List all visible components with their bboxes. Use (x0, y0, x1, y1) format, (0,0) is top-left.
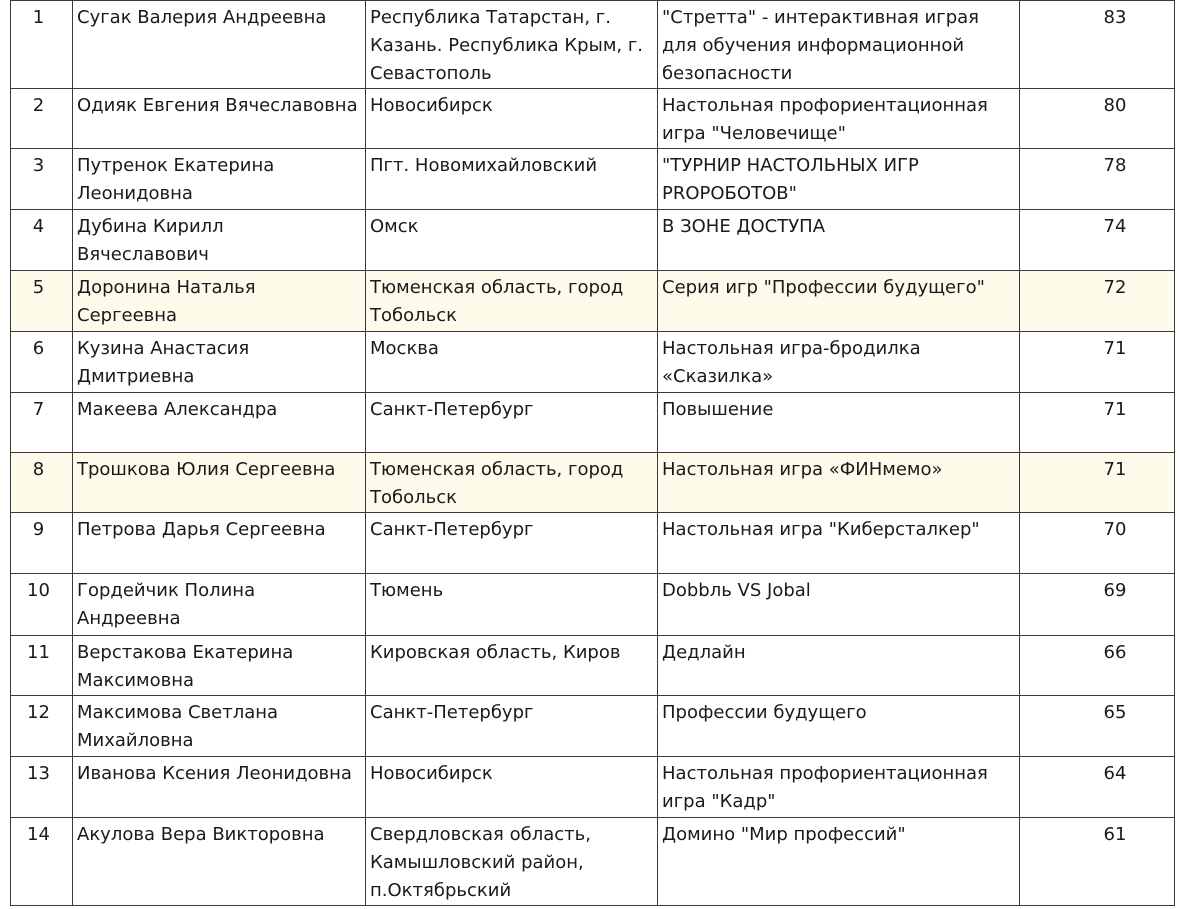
cell-location-text: Кировская область, Киров (370, 642, 621, 663)
cell-location-text: Санкт-Петербург (370, 519, 534, 540)
cell-score[interactable] (1020, 513, 1175, 574)
cell-number[interactable] (11, 149, 73, 210)
cell-score-text: 72 (1103, 277, 1127, 298)
cell-participant-name[interactable] (73, 393, 366, 453)
cell-location[interactable] (366, 89, 658, 149)
table-row (11, 393, 1175, 453)
cell-location[interactable] (366, 696, 658, 757)
cell-score-text: 80 (1103, 95, 1127, 116)
cell-location-text: Новосибирск (370, 95, 493, 116)
cell-project-title-text: "ТУРНИР НАСТОЛЬНЫХ ИГР PROРОБОТОВ" (662, 155, 919, 204)
cell-score[interactable] (1020, 818, 1175, 906)
cell-location[interactable] (366, 1, 658, 89)
cell-project-title-text: Серия игр "Профессии будущего" (662, 277, 985, 298)
cell-score-text: 78 (1103, 155, 1127, 176)
cell-project-title[interactable] (658, 393, 1020, 453)
cell-number[interactable] (11, 574, 73, 636)
cell-number[interactable] (11, 210, 73, 271)
cell-participant-name-text: Сугак Валерия Андреевна (77, 7, 327, 28)
cell-number[interactable] (11, 757, 73, 818)
cell-score-text: 61 (1103, 824, 1127, 845)
cell-location[interactable] (366, 453, 658, 513)
cell-location[interactable] (366, 513, 658, 574)
table-row (11, 271, 1175, 332)
cell-number-text: 14 (27, 824, 50, 845)
cell-project-title-text: Дедлайн (662, 642, 746, 663)
cell-score[interactable] (1020, 757, 1175, 818)
cell-location-text: Пгт. Новомихайловский (370, 155, 598, 176)
cell-score[interactable] (1020, 271, 1175, 332)
cell-participant-name[interactable] (73, 513, 366, 574)
cell-score-text: 71 (1103, 459, 1127, 480)
cell-project-title-text: Dobbль VS Jobal (662, 580, 811, 601)
cell-participant-name[interactable] (73, 636, 366, 696)
cell-location[interactable] (366, 757, 658, 818)
results-table (10, 0, 1175, 906)
cell-project-title[interactable] (658, 332, 1020, 393)
cell-project-title[interactable] (658, 513, 1020, 574)
cell-score-text: 74 (1103, 216, 1127, 237)
cell-participant-name-text: Кузина Анастасия Дмитриевна (77, 338, 250, 387)
cell-number-text: 6 (32, 338, 45, 359)
cell-score[interactable] (1020, 574, 1175, 636)
table-row (11, 513, 1175, 574)
cell-participant-name[interactable] (73, 696, 366, 757)
cell-project-title[interactable] (658, 818, 1020, 906)
cell-score[interactable] (1020, 696, 1175, 757)
cell-score-text: 65 (1103, 702, 1127, 723)
cell-project-title-text: В ЗОНЕ ДОСТУПА (662, 216, 826, 237)
cell-score-text: 70 (1103, 519, 1127, 540)
cell-number[interactable] (11, 89, 73, 149)
cell-location[interactable] (366, 818, 658, 906)
cell-location-text: Тюменская область, город Тобольск (370, 459, 624, 508)
table-row (11, 1, 1175, 89)
cell-location-text: Санкт-Петербург (370, 399, 534, 420)
table-row (11, 636, 1175, 696)
cell-project-title[interactable] (658, 149, 1020, 210)
cell-participant-name-text: Одияк Евгения Вячеславовна (77, 95, 358, 116)
cell-participant-name[interactable] (73, 1, 366, 89)
cell-project-title[interactable] (658, 210, 1020, 271)
cell-participant-name[interactable] (73, 210, 366, 271)
cell-location[interactable] (366, 636, 658, 696)
cell-location[interactable] (366, 271, 658, 332)
cell-score-text: 69 (1103, 580, 1127, 601)
cell-project-title-text: Настольная игра-бродилка «Сказилка» (662, 338, 921, 387)
cell-location[interactable] (366, 149, 658, 210)
cell-number[interactable] (11, 513, 73, 574)
cell-participant-name-text: Дубина Кирилл Вячеславович (77, 216, 224, 265)
cell-location-text: Республика Татарстан, г. Казань. Республика Крым, г. Севастополь (370, 7, 644, 84)
cell-score[interactable] (1020, 149, 1175, 210)
cell-participant-name-text: Акулова Вера Викторовна (77, 824, 325, 845)
cell-project-title[interactable] (658, 696, 1020, 757)
cell-participant-name-text: Иванова Ксения Леонидовна (77, 763, 352, 784)
cell-participant-name[interactable] (73, 453, 366, 513)
cell-score[interactable] (1020, 393, 1175, 453)
cell-location-text: Новосибирск (370, 763, 493, 784)
cell-participant-name[interactable] (73, 574, 366, 636)
cell-number-text: 9 (32, 519, 45, 540)
cell-score-text: 71 (1103, 399, 1127, 420)
cell-project-title-text: Повышение (662, 399, 774, 420)
cell-participant-name[interactable] (73, 757, 366, 818)
cell-number-text: 8 (32, 459, 45, 480)
cell-project-title-text: Настольная профориентационная игра "Человечище" (662, 95, 988, 144)
cell-project-title-text: "Стретта" - интерактивная играя для обучения информационной безопасности (662, 7, 979, 84)
cell-location[interactable] (366, 393, 658, 453)
cell-score[interactable] (1020, 89, 1175, 149)
cell-participant-name-text: Путренок Екатерина Леонидовна (77, 155, 275, 204)
cell-number[interactable] (11, 818, 73, 906)
cell-score[interactable] (1020, 636, 1175, 696)
cell-score-text: 71 (1103, 338, 1127, 359)
table-row (11, 696, 1175, 757)
cell-number[interactable] (11, 1, 73, 89)
cell-score[interactable] (1020, 453, 1175, 513)
cell-number-text: 11 (27, 642, 50, 663)
table-row (11, 757, 1175, 818)
cell-location-text: Свердловская область, Камышловский район, п.Октябрьский (370, 824, 591, 901)
cell-score[interactable] (1020, 210, 1175, 271)
cell-number-text: 5 (32, 277, 45, 298)
cell-location-text: Омск (370, 216, 419, 237)
table-row (11, 210, 1175, 271)
cell-number[interactable] (11, 393, 73, 453)
cell-project-title-text: Настольная игра "Киберсталкер" (662, 519, 980, 540)
cell-score-text: 64 (1103, 763, 1127, 784)
cell-participant-name[interactable] (73, 149, 366, 210)
cell-score-text: 83 (1103, 7, 1127, 28)
cell-number[interactable] (11, 332, 73, 393)
cell-project-title[interactable] (658, 1, 1020, 89)
cell-number-text: 10 (27, 580, 50, 601)
cell-number-text: 2 (32, 95, 45, 116)
cell-score-text: 66 (1103, 642, 1127, 663)
cell-number-text: 12 (27, 702, 50, 723)
table-row (11, 574, 1175, 636)
cell-number[interactable] (11, 453, 73, 513)
table-row (11, 453, 1175, 513)
cell-number-text: 7 (32, 399, 45, 420)
cell-score[interactable] (1020, 1, 1175, 89)
cell-participant-name-text: Доронина Наталья Сергеевна (77, 277, 256, 326)
cell-location[interactable] (366, 332, 658, 393)
cell-location-text: Санкт-Петербург (370, 702, 534, 723)
cell-participant-name-text: Макеева Александра (77, 399, 278, 420)
table-row (11, 332, 1175, 393)
cell-number[interactable] (11, 696, 73, 757)
table-row (11, 149, 1175, 210)
cell-project-title[interactable] (658, 271, 1020, 332)
cell-number[interactable] (11, 636, 73, 696)
cell-location[interactable] (366, 210, 658, 271)
cell-number[interactable] (11, 271, 73, 332)
cell-location[interactable] (366, 574, 658, 636)
cell-number-text: 4 (32, 216, 45, 237)
cell-score[interactable] (1020, 332, 1175, 393)
results-table-body (11, 1, 1175, 906)
table-row (11, 818, 1175, 906)
cell-participant-name-text: Гордейчик Полина Андреевна (77, 580, 256, 629)
cell-project-title-text: Настольная профориентационная игра "Кадр" (662, 763, 988, 812)
cell-participant-name[interactable] (73, 332, 366, 393)
cell-location-text: Тюменская область, город Тобольск (370, 277, 624, 326)
cell-participant-name-text: Трошкова Юлия Сергеевна (77, 459, 336, 480)
cell-project-title-text: Настольная игра «ФИНмемо» (662, 459, 943, 480)
cell-participant-name-text: Максимова Светлана Михайловна (77, 702, 279, 751)
cell-project-title[interactable] (658, 89, 1020, 149)
cell-project-title[interactable] (658, 636, 1020, 696)
cell-participant-name[interactable] (73, 271, 366, 332)
cell-project-title[interactable] (658, 757, 1020, 818)
cell-number-text: 13 (27, 763, 50, 784)
cell-project-title-text: Домино "Мир профессий" (662, 824, 906, 845)
cell-number-text: 1 (32, 7, 45, 28)
cell-location-text: Москва (370, 338, 439, 359)
cell-participant-name[interactable] (73, 89, 366, 149)
cell-participant-name-text: Верстакова Екатерина Максимовна (77, 642, 294, 691)
cell-project-title-text: Профессии будущего (662, 702, 867, 723)
cell-participant-name[interactable] (73, 818, 366, 906)
cell-location-text: Тюмень (370, 580, 444, 601)
cell-project-title[interactable] (658, 453, 1020, 513)
cell-participant-name-text: Петрова Дарья Сергеевна (77, 519, 326, 540)
table-row (11, 89, 1175, 149)
cell-number-text: 3 (32, 155, 45, 176)
cell-project-title[interactable] (658, 574, 1020, 636)
